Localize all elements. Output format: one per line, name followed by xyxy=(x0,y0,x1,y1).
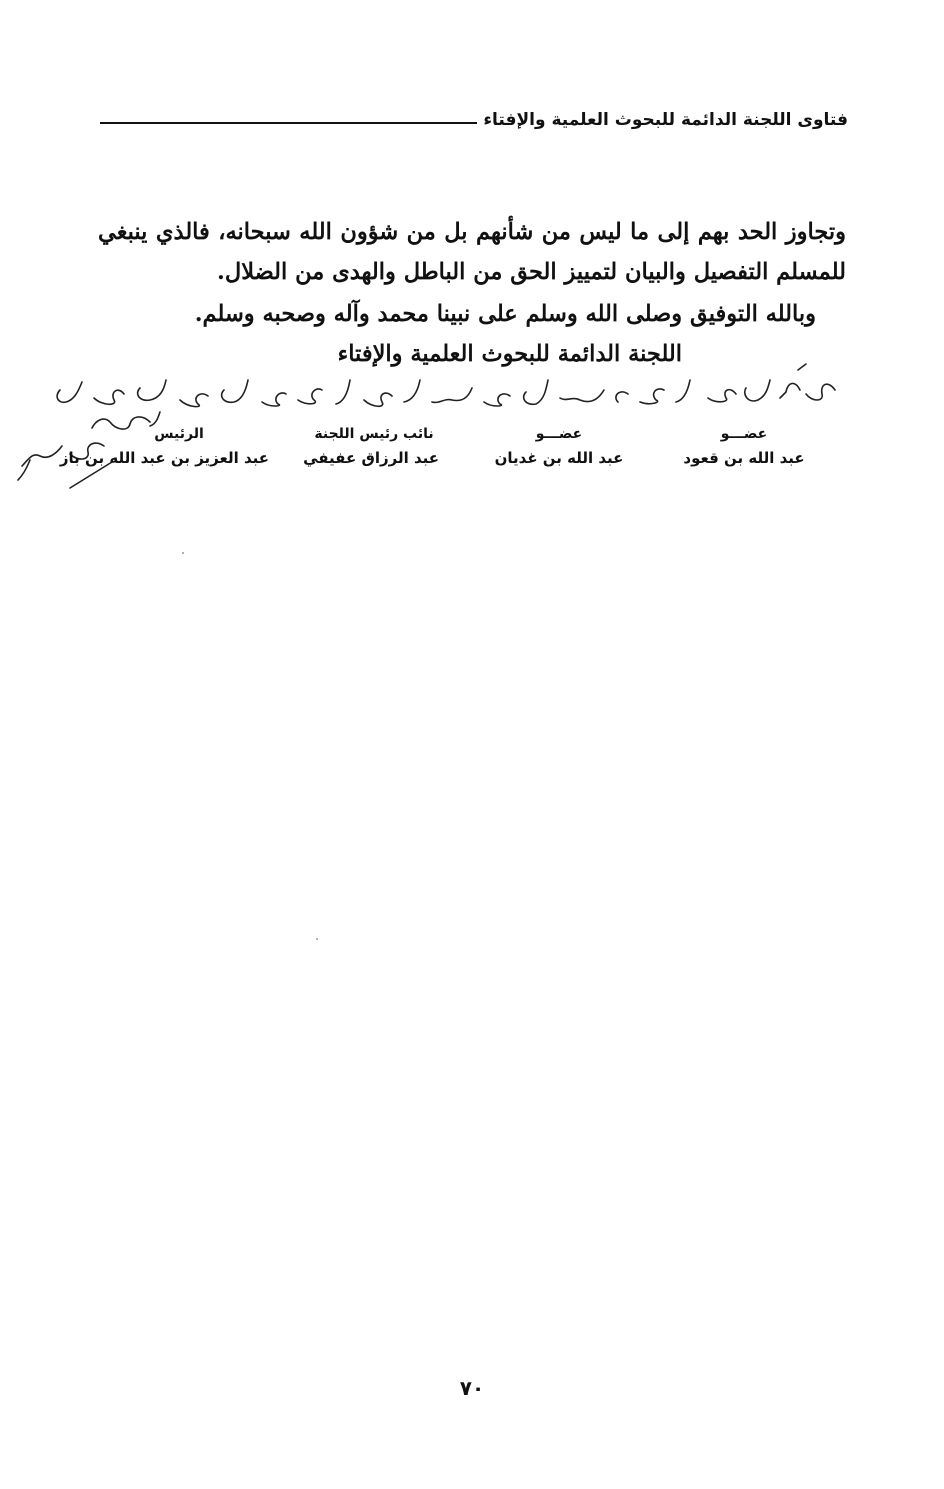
committee-name: اللجنة الدائمة للبحوث العلمية والإفتاء xyxy=(337,341,682,367)
signatory-name: عبد الله بن قعود xyxy=(683,449,805,467)
closing-line: وبالله التوفيق وصلى الله وسلم على نبينا محمد وآله وصحبه وسلم. xyxy=(194,301,816,327)
scan-speck xyxy=(182,552,184,554)
signatory-name: عبد الرزاق عفيفي xyxy=(303,449,439,467)
header-rule xyxy=(100,122,477,124)
signatory-role: نائب رئيس اللجنة xyxy=(314,426,434,442)
signatory xyxy=(303,424,439,472)
running-header-title: فتاوى اللجنة الدائمة للبحوث العلمية والإفتاء xyxy=(483,110,848,130)
scan-speck xyxy=(316,938,318,940)
signatory-role: عضـــو xyxy=(720,426,768,442)
fatwa-body xyxy=(98,212,846,292)
signatory xyxy=(679,424,809,472)
page-number: ٧٠ xyxy=(459,1376,485,1400)
signatory-name: عبد العزيز بن عبد الله بن باز xyxy=(59,449,269,467)
signatories-block xyxy=(59,424,809,484)
signatory-role: الرئيس xyxy=(154,426,204,442)
running-header xyxy=(100,104,848,136)
signatory-name: عبد الله بن غديان xyxy=(494,449,624,467)
signatory xyxy=(489,424,629,472)
body-paragraph: وتجاوز الحد بهم إلى ما ليس من شأنهم بل من شؤون الله سبحانه، فالذي ينبغي للمسلم التفصيل والبيان لتمييز الحق من الباطل والهدى من الضلال. xyxy=(98,219,846,285)
signatory xyxy=(59,424,269,472)
signatory-role: عضـــو xyxy=(535,426,583,442)
